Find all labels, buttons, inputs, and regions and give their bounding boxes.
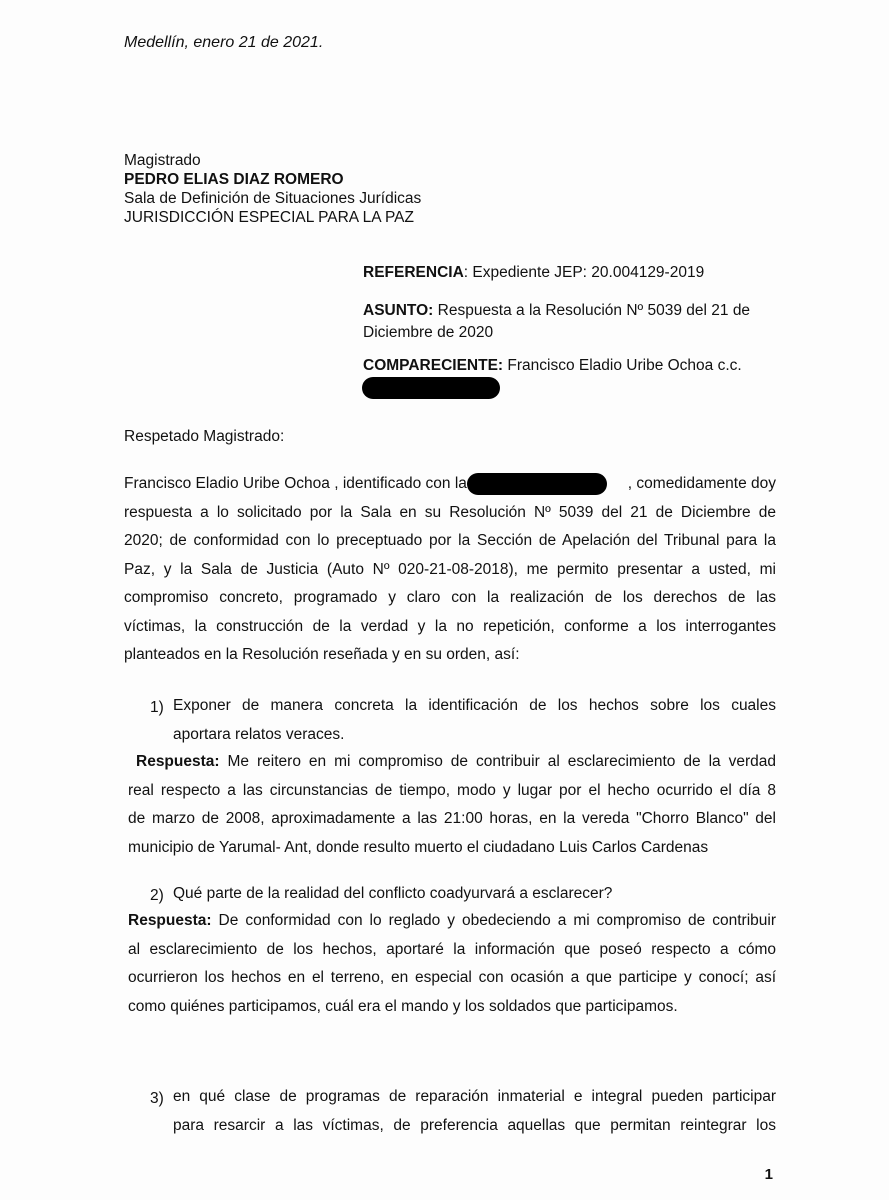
item-1-answer [128,748,776,862]
subject-line [363,300,750,344]
document-date: Medellín, enero 21 de 2021. [124,34,324,51]
item-3-question-line-2: para resarcir a las víctimas, de preferencia aquellas que permitan reintegrar los [173,1116,776,1134]
item-1-question-line-1: Exponer de manera concreta la identificación de los hechos sobre los cuales [173,697,776,714]
item-1-answer-text-1: Me reitero en mi compromiso de contribuir al esclarecimiento de la verdad [219,753,776,770]
addressee-jurisdiction: JURISDICCIÓN ESPECIAL PARA LA PAZ [124,209,414,226]
addressee-chamber: Sala de Definición de Situaciones Jurídicas [124,190,422,207]
intro-line-5: compromiso concreto, programado y claro con la realización de los derechos de las [124,589,776,606]
subject-label: ASUNTO: [363,302,434,319]
item-1-question-line-2: aportara relatos veraces. [173,725,345,743]
reference-line [363,262,704,284]
item-2-answer-line-1 [128,907,776,936]
intro-line-1-start: Francisco Eladio Uribe Ochoa , identificado con la [124,475,467,492]
item-1-answer-line-3: de marzo de 2008, aproximadamente a las 21:00 horas, en la vereda "Chorro Blanco" del [128,810,776,827]
item-1-number: 1) [150,699,164,716]
redacted-id-inline [467,473,607,495]
intro-line-2: respuesta a lo solicitado por la Sala en su Resolución Nº 5039 del 21 de Diciembre de [124,503,776,521]
item-2-answer-label: Respuesta: [128,912,212,929]
item-3-number: 3) [150,1090,164,1107]
appearing-label: COMPARECIENTE: [363,357,504,374]
item-2-answer [128,907,776,1021]
subject-value-line-1: Respuesta a la Resolución Nº 5039 del 21 de [433,302,751,319]
item-2-answer-line-3: ocurrieron los hechos en el terreno, en especial con ocasión a que participe y conocí; así [128,969,776,986]
intro-line-1 [124,470,776,499]
page-number: 1 [764,1166,773,1183]
item-1-question [173,692,776,749]
intro-line-3: 2020; de conformidad con lo preceptuado por la Sección de Apelación del Tribunal para la [124,532,776,549]
intro-paragraph [124,470,776,670]
subject-value-line-2: Diciembre de 2020 [363,324,494,341]
intro-line-6: víctimas, la construcción de la verdad y la no repetición, conforme a los interrogantes [124,617,776,635]
intro-line-4: Paz, y la Sala de Justicia (Auto Nº 020-21-08-2018), me permito presentar a usted, mi [124,560,776,578]
item-1-answer-line-4: municipio de Yarumal- Ant, donde resulto muerto el ciudadano Luis Carlos Cardenas [128,838,709,856]
addressee-name: PEDRO ELIAS DIAZ ROMERO [124,171,344,188]
intro-line-7: planteados en la Resolución reseñada y en su orden, así: [124,646,520,663]
reference-label: REFERENCIA [363,264,464,281]
item-1-answer-line-1 [128,748,776,777]
intro-line-1-end: , comedidamente doy [627,475,776,492]
item-2-answer-line-2: al esclarecimiento de los hechos, aportaré la información que poseó respecto a cómo [128,940,776,958]
item-2-question-line-1: Qué parte de la realidad del conflicto coadyurvará a esclarecer? [173,885,613,902]
addressee-block [124,151,421,227]
redacted-id-number [362,377,500,399]
item-3-question [173,1083,776,1140]
reference-value: : Expediente JEP: 20.004129-2019 [463,264,705,281]
appearing-line [363,355,742,377]
item-2-answer-text-1: De conformidad con lo reglado y obedeciendo a mi compromiso de contribuir [211,912,776,929]
item-2-question [173,880,776,909]
item-1-answer-line-2: real respecto a las circunstancias de tiempo, modo y lugar por el hecho ocurrido el día 8 [128,781,776,799]
item-2-number: 2) [150,887,164,904]
item-2-answer-line-4: como quiénes participamos, cuál era el mando y los soldados que participamos. [128,997,678,1015]
salutation: Respetado Magistrado: [124,428,285,445]
addressee-title: Magistrado [124,152,201,169]
item-1-answer-label: Respuesta: [136,753,220,770]
item-3-question-line-1: en qué clase de programas de reparación inmaterial e integral pueden participar [173,1088,776,1105]
appearing-value: Francisco Eladio Uribe Ochoa c.c. [503,357,742,374]
